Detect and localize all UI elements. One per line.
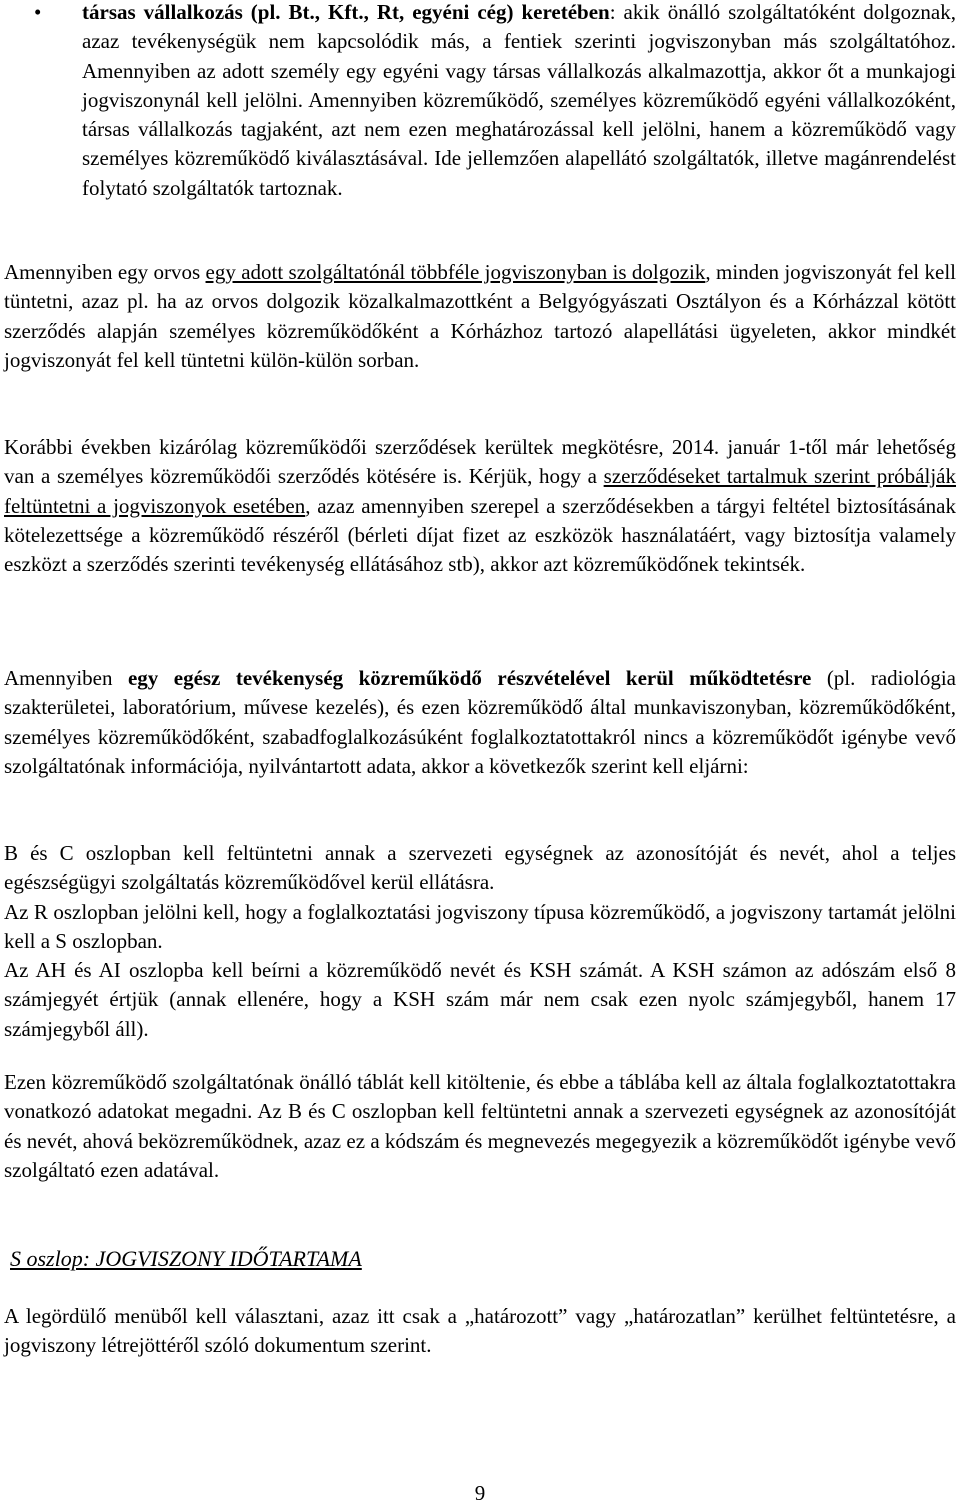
bullet-icon: • <box>34 0 42 24</box>
section-heading: S oszlop: JOGVISZONY IDŐTARTAMA <box>10 1246 362 1271</box>
column-instruction-ah-ai: Az AH és AI oszlopba kell beírni a közreműködő nevét és KSH számát. A KSH számon az adószám első 8 számjegyét értjük (annak ellenére, hogy a KSH szám már nem csak ezen nyolc számjegyből, hanem 17 számjegyből áll). <box>4 958 956 1041</box>
paragraph-contracts <box>4 433 956 579</box>
bullet-bold-lead: társas vállalkozás (pl. Bt., Kft., Rt, egyéni cég) keretében <box>82 0 610 24</box>
para3-text-b: (pl. radiológia szakterületei, laboratórium, művese kezelés), és ezen közreműködő által munkaviszonyban, közreműködőként, személyes közreműködőként, szabadfoglalkozásúként foglalkoztatottakról nincs a közreműködőt igénybe vevő szolgáltatónak információja, nyilvántartott adata, akkor a következők szerint kell eljárni: <box>4 666 956 778</box>
para2-text-b: , azaz amennyiben szerepel a szerződésekben a tárgyi feltétel biztosításának kötelezettsége a közreműködő részéről (bérleti díjat fizet az eszközök használatáért, vagy biztosítja valamely eszközt a szerződés szerinti tevékenység ellátásához stb), akkor azt közreműködőnek tekintsék. <box>4 493 956 577</box>
para2-text-a: Korábbi években kizárólag közreműködői szerződések kerültek megkötésre, 2014. január 1-től már lehetőség van a személyes közreműködői szerződés kötésére is. Kérjük, hogy a <box>4 435 956 489</box>
paragraph-column-instructions <box>4 839 956 1044</box>
paragraph-whole-activity <box>4 664 956 781</box>
paragraph-separate-table: Ezen közreműködő szolgáltatónak önálló táblát kell kitöltenie, és ebbe a táblába kell az általa foglalkoztatottakra vonatkozó adatokat megadni. Az B és C oszlopban kell feltüntetni annak a szervezeti egységnek az azonosítóját és nevét, ahová beközreműködnek, azaz ez a kódszám és megnevezés megegyezik a közreműködőt igénybe vevő szolgáltató ezen adatával. <box>4 1070 956 1182</box>
para1-underlined: egy adott szolgáltatónál többféle jogviszonyban is dolgozik <box>205 260 706 284</box>
bullet-paragraph <box>82 0 956 203</box>
para1-text-a: Amennyiben egy orvos <box>4 260 206 284</box>
para2-underlined: szerződéseket tartalmuk szerint próbálják feltüntetni a jogviszonyok esetében <box>4 464 956 518</box>
paragraph-dropdown: A legördülő menüből kell választani, azaz itt csak a „határozott” vagy „határozatlan” kerülhet feltüntetésre, a jogviszony létrejöttéről szóló dokumentum szerint. <box>4 1304 956 1358</box>
para3-text-a: Amennyiben <box>4 666 128 690</box>
column-instruction-r: Az R oszlopban jelölni kell, hogy a foglalkoztatási jogviszony típusa közreműködő, a jogviszony tartamát jelölni kell a S oszlopban. <box>4 899 956 953</box>
bullet-text: : akik önálló szolgáltatóként dolgoznak, azaz tevékenységük nem kapcsolódik más, a fentiek szerinti jogviszonyban más szolgáltatóhoz. Amennyiben az adott személy egy egyéni vagy társas vállalkozás alkalmazottja, akkor őt a munkajogi jogviszonynál kell jelölni. Amennyiben közreműködő, személyes közreműködő egyéni vállalkozóként, társas vállalkozás tagjaként, azt nem ezen meghatározással kell jelölni, hanem a közreműködő vagy személyes közreműködő kiválasztásával. Ide jellemzően alapellátó szolgáltatók, illetve magánrendelést folytató szolgáltatók tartoznak. <box>82 0 956 200</box>
paragraph-multiple-relations <box>4 258 956 375</box>
para1-text-b: , minden jogviszonyát fel kell tüntetni, azaz pl. ha az orvos dolgozik közalkalmazottként a Belgyógyászati Osztályon és a Kórházzal kötött szerződés alapján személyes közreműködőként a Kórházhoz tartozó alapellátási ügyeleten, akkor mindkét jogviszonyát fel kell tüntetni külön-külön sorban. <box>4 260 956 372</box>
page-number: 9 <box>474 1481 486 1505</box>
para3-bold: egy egész tevékenység közreműködő részvételével kerül működtetésre <box>127 666 812 690</box>
column-instruction-b-c: B és C oszlopban kell feltüntetni annak a szervezeti egységnek az azonosítóját és nevét, ahol a teljes egészségügyi szolgáltatás közreműködővel kerül ellátásra. <box>4 841 956 895</box>
